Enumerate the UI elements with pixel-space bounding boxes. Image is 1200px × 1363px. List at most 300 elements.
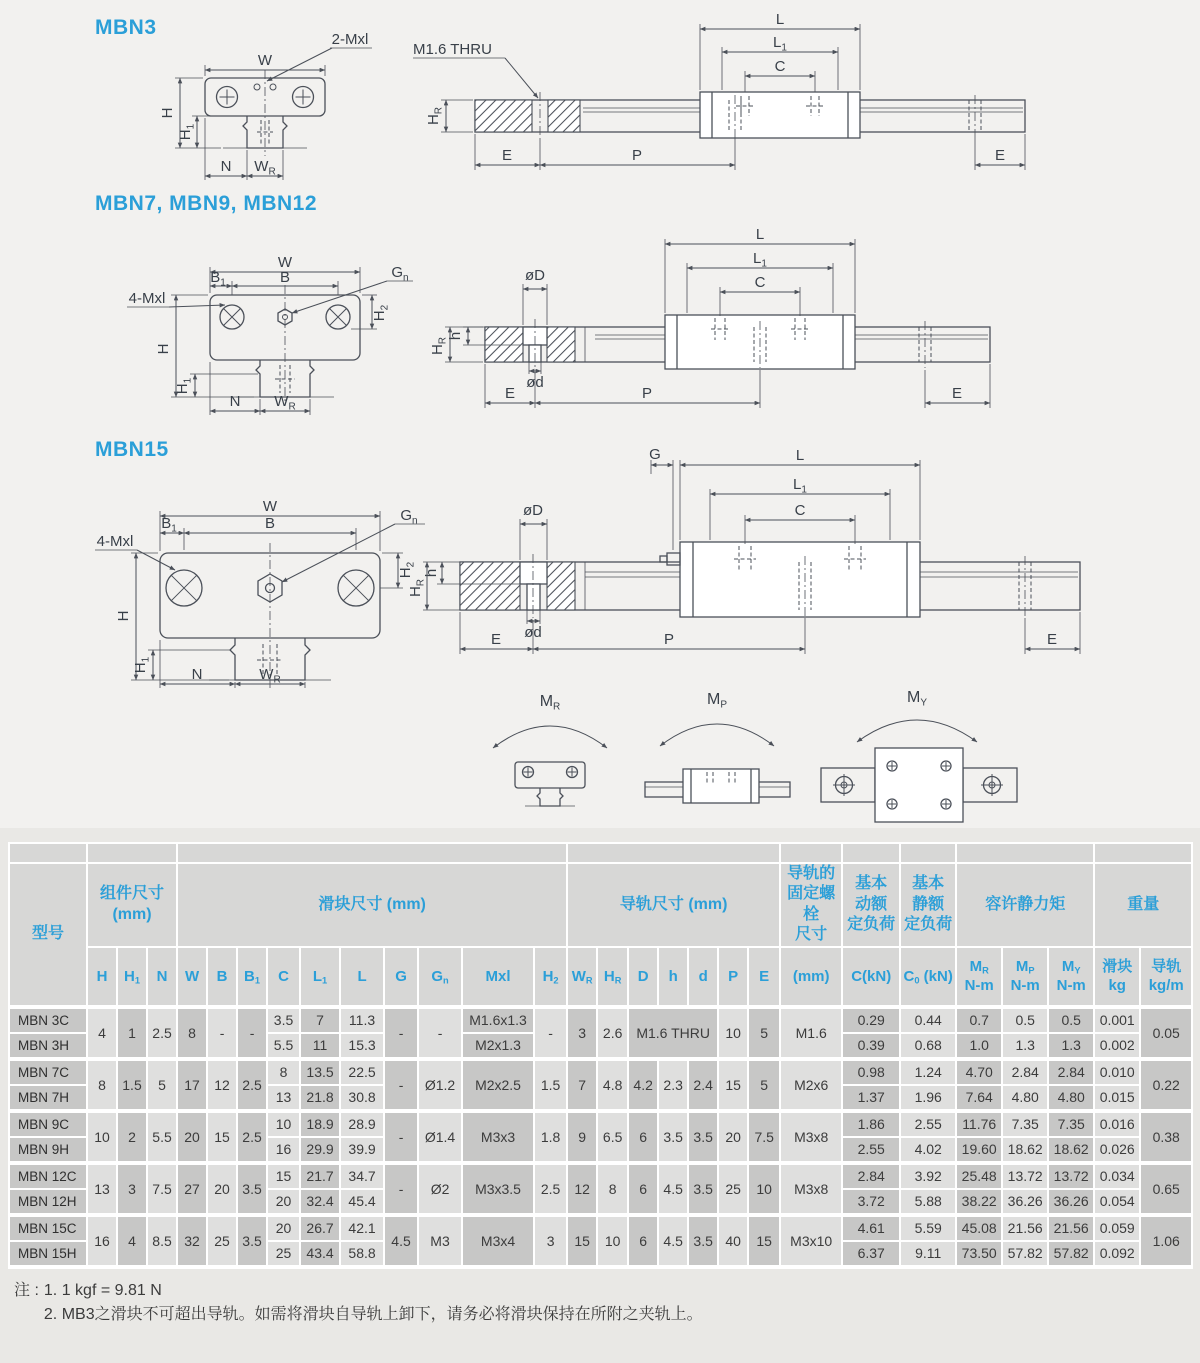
screw-callout-2mxl: 2-Mxl — [331, 31, 369, 48]
cell-MY: 18.62 — [1048, 1137, 1094, 1163]
dim-label: C — [774, 58, 786, 75]
cell-MP: 2.84 — [1002, 1059, 1048, 1085]
cell-L: 15.3 — [340, 1033, 384, 1059]
screw-callout-4mxl: 4-Mxl — [128, 290, 166, 307]
cell-h: 4.5 — [658, 1163, 688, 1215]
cell-d: 3.5 — [688, 1215, 718, 1267]
dim-label: P — [663, 631, 675, 648]
cell-B1: 2.5 — [237, 1059, 267, 1111]
col-group-weight: 重量 — [1094, 863, 1192, 947]
cell-H: 13 — [87, 1163, 117, 1215]
model-cell: MBN 15H — [9, 1241, 87, 1267]
cell-WR: 9 — [567, 1111, 597, 1163]
cell-B: - — [207, 1007, 237, 1059]
cell-Mxl: M3x3 — [462, 1111, 534, 1163]
cell-kg: 0.002 — [1094, 1033, 1140, 1059]
cell-Mxl: M2x2.5 — [462, 1059, 534, 1111]
cell-Mxl: M3x4 — [462, 1215, 534, 1267]
col-header: Mxl — [462, 947, 534, 1007]
col-header: d — [688, 947, 718, 1007]
mbn3-front-dimensions — [159, 31, 372, 180]
cell-kg: 0.026 — [1094, 1137, 1140, 1163]
col-header: $H_R$ — [597, 947, 628, 1007]
cell-bolt: M1.6 — [780, 1007, 842, 1059]
cell-MP: 18.62 — [1002, 1137, 1048, 1163]
cell-B: 12 — [207, 1059, 237, 1111]
grease-port-callout: $G_n$ — [391, 264, 409, 284]
header-strip-cell — [842, 843, 900, 863]
cell-L1: 43.4 — [300, 1241, 340, 1267]
cell-C0: 3.92 — [900, 1163, 956, 1189]
cell-bolt: M3x8 — [780, 1111, 842, 1163]
dim-label: H — [115, 610, 132, 622]
cell-L1: 29.9 — [300, 1137, 340, 1163]
cell-C: 16 — [267, 1137, 300, 1163]
note-prefix: 注 : — [14, 1281, 39, 1299]
cell-HR: 4.8 — [597, 1059, 628, 1111]
cell-C: 25 — [267, 1241, 300, 1267]
moment-diagrams — [455, 682, 1035, 832]
cell-L1: 32.4 — [300, 1189, 340, 1215]
col-group-static-load: 基本 静额 定负荷 — [900, 863, 956, 947]
cell-Ck: 2.84 — [842, 1163, 900, 1189]
cell-N: 2.5 — [147, 1007, 177, 1059]
cell-h: 3.5 — [658, 1111, 688, 1163]
note-1: 1. 1 kgf = 9.81 N — [43, 1281, 162, 1299]
col-group-moment: 容许静力矩 — [956, 863, 1094, 947]
header-strip-cell — [177, 843, 567, 863]
table-row — [9, 1111, 1192, 1137]
cell-B1: 2.5 — [237, 1111, 267, 1163]
cell-Ck: 3.72 — [842, 1189, 900, 1215]
mbn3-front-geometry — [205, 70, 325, 156]
cell-rail: 0.65 — [1140, 1163, 1192, 1215]
cell-N: 5 — [147, 1059, 177, 1111]
cell-L: 11.3 — [340, 1007, 384, 1033]
dim-label: $H_1$ — [132, 656, 152, 674]
col-header: H — [87, 947, 117, 1007]
table-row — [9, 1215, 1192, 1241]
cell-H: 10 — [87, 1111, 117, 1163]
cell-H: 8 — [87, 1059, 117, 1111]
col-group-dynamic-load: 基本 动额 定负荷 — [842, 863, 900, 947]
dim-label: $L_1$ — [793, 476, 807, 496]
col-header: 滑块 kg — [1094, 947, 1140, 1007]
footnotes — [14, 1279, 1200, 1327]
col-header: E — [748, 947, 780, 1007]
dim-label: E — [994, 147, 1006, 164]
model-cell: MBN 3C — [9, 1007, 87, 1033]
cell-Ck: 1.37 — [842, 1085, 900, 1111]
cell-H1: 1 — [117, 1007, 147, 1059]
col-group-block: 滑块尺寸 (mm) — [177, 863, 567, 947]
col-header: P — [718, 947, 748, 1007]
cell-H2: 2.5 — [534, 1163, 567, 1215]
col-header: $H_1$ — [117, 947, 147, 1007]
header-strip-cell — [9, 843, 87, 863]
cell-d: 3.5 — [688, 1111, 718, 1163]
mbn15-side-geometry — [460, 542, 1080, 618]
cell-C0: 4.02 — [900, 1137, 956, 1163]
cell-L: 28.9 — [340, 1111, 384, 1137]
dim-label: E — [504, 385, 516, 402]
col-header: W — [177, 947, 207, 1007]
cell-H2: 1.5 — [534, 1059, 567, 1111]
col-header: $M_Y$ N-m — [1048, 947, 1094, 1007]
cell-Gn: Ø1.4 — [418, 1111, 462, 1163]
cell-D: 4.2 — [628, 1059, 658, 1111]
col-header: $M_P$ N-m — [1002, 947, 1048, 1007]
cell-C0: 2.55 — [900, 1111, 956, 1137]
cell-MY: 2.84 — [1048, 1059, 1094, 1085]
dim-label: H — [155, 343, 172, 355]
cell-kg: 0.092 — [1094, 1241, 1140, 1267]
cell-H1: 3 — [117, 1163, 147, 1215]
dim-label: N — [191, 666, 203, 683]
cell-L: 34.7 — [340, 1163, 384, 1189]
dim-label: $B_1$ — [161, 515, 177, 535]
cell-Ck: 6.37 — [842, 1241, 900, 1267]
cell-MY: 57.82 — [1048, 1241, 1094, 1267]
cell-MY: 7.35 — [1048, 1111, 1094, 1137]
model-cell: MBN 9H — [9, 1137, 87, 1163]
header-strip-cell — [900, 843, 956, 863]
cell-H: 4 — [87, 1007, 117, 1059]
cell-P: 20 — [718, 1111, 748, 1163]
cell-B: 20 — [207, 1163, 237, 1215]
cell-H2: 1.8 — [534, 1111, 567, 1163]
col-group-rail: 导轨尺寸 (mm) — [567, 863, 780, 947]
cell-L1: 21.7 — [300, 1163, 340, 1189]
dim-label: W — [262, 498, 278, 515]
cell-L1: 26.7 — [300, 1215, 340, 1241]
cell-MR: 25.48 — [956, 1163, 1002, 1189]
cell-C: 20 — [267, 1189, 300, 1215]
header-strip-cell — [87, 843, 177, 863]
cell-MR: 11.76 — [956, 1111, 1002, 1137]
cell-Gn: Ø1.2 — [418, 1059, 462, 1111]
cell-MY: 13.72 — [1048, 1163, 1094, 1189]
cell-P: 15 — [718, 1059, 748, 1111]
cell-MP: 0.5 — [1002, 1007, 1048, 1033]
cell-C0: 1.96 — [900, 1085, 956, 1111]
cell-L: 58.8 — [340, 1241, 384, 1267]
cell-C0: 0.44 — [900, 1007, 956, 1033]
dim-label: $H_2$ — [397, 561, 417, 579]
cell-C0: 5.88 — [900, 1189, 956, 1215]
cell-kg: 0.034 — [1094, 1163, 1140, 1189]
header-strip-cell — [780, 843, 842, 863]
dim-label: $L_1$ — [773, 34, 787, 54]
cell-Ck: 0.98 — [842, 1059, 900, 1085]
table-row — [9, 1059, 1192, 1085]
dim-label: ød — [524, 624, 542, 641]
cell-H1: 2 — [117, 1111, 147, 1163]
cell-W: 27 — [177, 1163, 207, 1215]
cell-WR: 12 — [567, 1163, 597, 1215]
cell-P: 40 — [718, 1215, 748, 1267]
cell-kg: 0.001 — [1094, 1007, 1140, 1033]
note-2: 2. MB3之滑块不可超出导轨。如需将滑块自导轨上卸下，请务必将滑块保持在所附之夹轨上。 — [43, 1305, 703, 1323]
cell-MR: 45.08 — [956, 1215, 1002, 1241]
header-strip-cell — [567, 843, 780, 863]
cell-MP: 36.26 — [1002, 1189, 1048, 1215]
moment-mp — [645, 691, 790, 803]
cell-HR: 2.6 — [597, 1007, 628, 1059]
mbn3-side-geometry — [475, 92, 1025, 140]
cell-L1: 21.8 — [300, 1085, 340, 1111]
dim-label: H — [159, 107, 176, 119]
cell-C: 8 — [267, 1059, 300, 1085]
cell-L: 30.8 — [340, 1085, 384, 1111]
cell-L: 42.1 — [340, 1215, 384, 1241]
cell-H2: - — [534, 1007, 567, 1059]
dim-label: E — [490, 631, 502, 648]
col-header: L — [340, 947, 384, 1007]
model-cell: MBN 15C — [9, 1215, 87, 1241]
cell-WR: 15 — [567, 1215, 597, 1267]
header-strip-cell — [1094, 843, 1192, 863]
cell-L1: 11 — [300, 1033, 340, 1059]
cell-G: - — [384, 1007, 418, 1059]
dim-label: ød — [526, 374, 544, 391]
col-group-bolt: 导轨的 固定螺栓 尺寸 — [780, 863, 842, 947]
moment-mp-label: $M_P$ — [707, 691, 727, 711]
cell-C: 20 — [267, 1215, 300, 1241]
thread-callout: M1.6 THRU — [413, 41, 492, 58]
cell-MY: 0.5 — [1048, 1007, 1094, 1033]
screw-callout-4mxl: 4-Mxl — [96, 533, 134, 550]
cell-C0: 9.11 — [900, 1241, 956, 1267]
cell-Gn: M3 — [418, 1215, 462, 1267]
cell-MY: 4.80 — [1048, 1085, 1094, 1111]
col-header: G — [384, 947, 418, 1007]
cell-Ck: 2.55 — [842, 1137, 900, 1163]
cell-C: 3.5 — [267, 1007, 300, 1033]
cell-H1: 4 — [117, 1215, 147, 1267]
cell-Gn: Ø2 — [418, 1163, 462, 1215]
cell-C0: 5.59 — [900, 1215, 956, 1241]
model-cell: MBN 9C — [9, 1111, 87, 1137]
col-header: B — [207, 947, 237, 1007]
cell-L1: 13.5 — [300, 1059, 340, 1085]
cell-H2: 3 — [534, 1215, 567, 1267]
cell-rail: 0.38 — [1140, 1111, 1192, 1163]
cell-G: - — [384, 1059, 418, 1111]
dim-label: h — [447, 331, 464, 341]
model-cell: MBN 12H — [9, 1189, 87, 1215]
dim-label: W — [277, 254, 293, 271]
cell-Mxl: M1.6x1.3 — [462, 1007, 534, 1033]
col-header: $L_1$ — [300, 947, 340, 1007]
col-header: $W_R$ — [567, 947, 597, 1007]
cell-L1: 18.9 — [300, 1111, 340, 1137]
col-header: C(kN) — [842, 947, 900, 1007]
cell-N: 5.5 — [147, 1111, 177, 1163]
mbn3-front-view — [120, 28, 400, 188]
cell-bolt: M3x8 — [780, 1163, 842, 1215]
cell-C: 10 — [267, 1111, 300, 1137]
dim-label: B — [264, 515, 276, 532]
cell-MP: 4.80 — [1002, 1085, 1048, 1111]
cell-WR: 7 — [567, 1059, 597, 1111]
cell-D-h-d: M1.6 THRU — [628, 1007, 718, 1059]
cell-C: 5.5 — [267, 1033, 300, 1059]
section-title-mbn7912: MBN7, MBN9, MBN12 — [95, 192, 318, 215]
cell-W: 20 — [177, 1111, 207, 1163]
cell-D: 6 — [628, 1163, 658, 1215]
mbn15-front-view — [85, 458, 435, 698]
dim-label: P — [631, 147, 643, 164]
dim-label: $H_R$ — [429, 336, 449, 356]
dim-label: $H_1$ — [177, 123, 197, 141]
cell-kg: 0.015 — [1094, 1085, 1140, 1111]
mbn7912-side-view — [429, 222, 1015, 422]
col-header: h — [658, 947, 688, 1007]
cell-C0: 0.68 — [900, 1033, 956, 1059]
cell-MR: 0.7 — [956, 1007, 1002, 1033]
cell-HR: 8 — [597, 1163, 628, 1215]
mbn3-side-view — [405, 12, 1055, 187]
dim-label: h — [423, 568, 440, 578]
cell-HR: 6.5 — [597, 1111, 628, 1163]
col-group-model: 型号 — [9, 863, 87, 1007]
dim-label: B — [279, 269, 291, 286]
cell-Ck: 0.29 — [842, 1007, 900, 1033]
cell-L: 45.4 — [340, 1189, 384, 1215]
spec-table — [8, 842, 1193, 1269]
moment-my — [821, 689, 1017, 822]
dim-label: $H_R$ — [407, 578, 427, 598]
dim-label: $H_R$ — [425, 106, 445, 126]
dim-label: N — [229, 393, 241, 410]
cell-E: 7.5 — [748, 1111, 780, 1163]
cell-d: 2.4 — [688, 1059, 718, 1111]
dim-label: G — [649, 446, 661, 463]
dim-label: $B_1$ — [210, 269, 226, 289]
cell-P: 10 — [718, 1007, 748, 1059]
moment-mr-label: $M_R$ — [539, 693, 561, 713]
col-header: N — [147, 947, 177, 1007]
dim-label: øD — [525, 267, 545, 284]
mbn7912-side-geometry — [485, 315, 990, 370]
dim-label: N — [220, 158, 232, 175]
cell-Mxl: M2x1.3 — [462, 1033, 534, 1059]
cell-rail: 1.06 — [1140, 1215, 1192, 1267]
cell-B: 15 — [207, 1111, 237, 1163]
dim-label: $W_R$ — [254, 158, 276, 178]
cell-MP: 13.72 — [1002, 1163, 1048, 1189]
cell-B: 25 — [207, 1215, 237, 1267]
cell-d: 3.5 — [688, 1163, 718, 1215]
dim-label: $W_R$ — [259, 666, 281, 686]
cell-L1: 7 — [300, 1007, 340, 1033]
cell-G: 4.5 — [384, 1215, 418, 1267]
cell-kg: 0.016 — [1094, 1111, 1140, 1137]
mbn7912-front-geometry — [210, 285, 360, 405]
col-header: 导轨 kg/m — [1140, 947, 1192, 1007]
cell-E: 15 — [748, 1215, 780, 1267]
cell-D: 6 — [628, 1111, 658, 1163]
dim-label: C — [794, 502, 806, 519]
cell-MR: 4.70 — [956, 1059, 1002, 1085]
col-header: $C_0$ (kN) — [900, 947, 956, 1007]
dim-label: E — [501, 147, 513, 164]
col-header: $G_n$ — [418, 947, 462, 1007]
cell-bolt: M3x10 — [780, 1215, 842, 1267]
cell-B1: 3.5 — [237, 1163, 267, 1215]
cell-W: 17 — [177, 1059, 207, 1111]
dim-label: L — [795, 447, 805, 464]
cell-E: 5 — [748, 1007, 780, 1059]
col-header: (mm) — [780, 947, 842, 1007]
cell-W: 8 — [177, 1007, 207, 1059]
cell-C: 13 — [267, 1085, 300, 1111]
cell-MY: 36.26 — [1048, 1189, 1094, 1215]
cell-N: 7.5 — [147, 1163, 177, 1215]
cell-Ck: 4.61 — [842, 1215, 900, 1241]
cell-MR: 19.60 — [956, 1137, 1002, 1163]
cell-W: 32 — [177, 1215, 207, 1267]
cell-L: 22.5 — [340, 1059, 384, 1085]
cell-rail: 0.05 — [1140, 1007, 1192, 1059]
cell-Ck: 1.86 — [842, 1111, 900, 1137]
mbn3-side-dimensions — [413, 11, 1025, 170]
cell-P: 25 — [718, 1163, 748, 1215]
cell-E: 5 — [748, 1059, 780, 1111]
col-header: $B_1$ — [237, 947, 267, 1007]
section-title-mbn15: MBN15 — [95, 438, 169, 461]
cell-HR: 10 — [597, 1215, 628, 1267]
dim-label: C — [754, 274, 766, 291]
cell-MR: 38.22 — [956, 1189, 1002, 1215]
cell-C0: 1.24 — [900, 1059, 956, 1085]
dim-label: $L_1$ — [753, 250, 767, 270]
table-row — [9, 1163, 1192, 1189]
col-group-assembly: 组件尺寸 (mm) — [87, 863, 177, 947]
cell-WR: 3 — [567, 1007, 597, 1059]
model-cell: MBN 3H — [9, 1033, 87, 1059]
cell-MY: 1.3 — [1048, 1033, 1094, 1059]
dim-label: $H_1$ — [174, 377, 194, 395]
cell-L: 39.9 — [340, 1137, 384, 1163]
cell-Gn: - — [418, 1007, 462, 1059]
cell-Ck: 0.39 — [842, 1033, 900, 1059]
cell-Mxl: M3x3.5 — [462, 1163, 534, 1215]
dim-label: L — [775, 11, 785, 28]
cell-MP: 7.35 — [1002, 1111, 1048, 1137]
table-row — [9, 1007, 1192, 1033]
col-header: D — [628, 947, 658, 1007]
dim-label: E — [1046, 631, 1058, 648]
cell-MR: 1.0 — [956, 1033, 1002, 1059]
cell-H1: 1.5 — [117, 1059, 147, 1111]
dim-label: $H_2$ — [371, 304, 391, 322]
cell-G: - — [384, 1163, 418, 1215]
cell-kg: 0.054 — [1094, 1189, 1140, 1215]
cell-bolt: M2x6 — [780, 1059, 842, 1111]
col-header: $H_2$ — [534, 947, 567, 1007]
cell-MP: 57.82 — [1002, 1241, 1048, 1267]
mbn7912-front-dimensions — [127, 254, 413, 415]
cell-kg: 0.010 — [1094, 1059, 1140, 1085]
model-cell: MBN 7H — [9, 1085, 87, 1111]
cell-B1: 3.5 — [237, 1215, 267, 1267]
moment-mr — [493, 693, 607, 806]
cell-MY: 21.56 — [1048, 1215, 1094, 1241]
cell-C: 15 — [267, 1163, 300, 1189]
dim-label: W — [257, 52, 273, 69]
